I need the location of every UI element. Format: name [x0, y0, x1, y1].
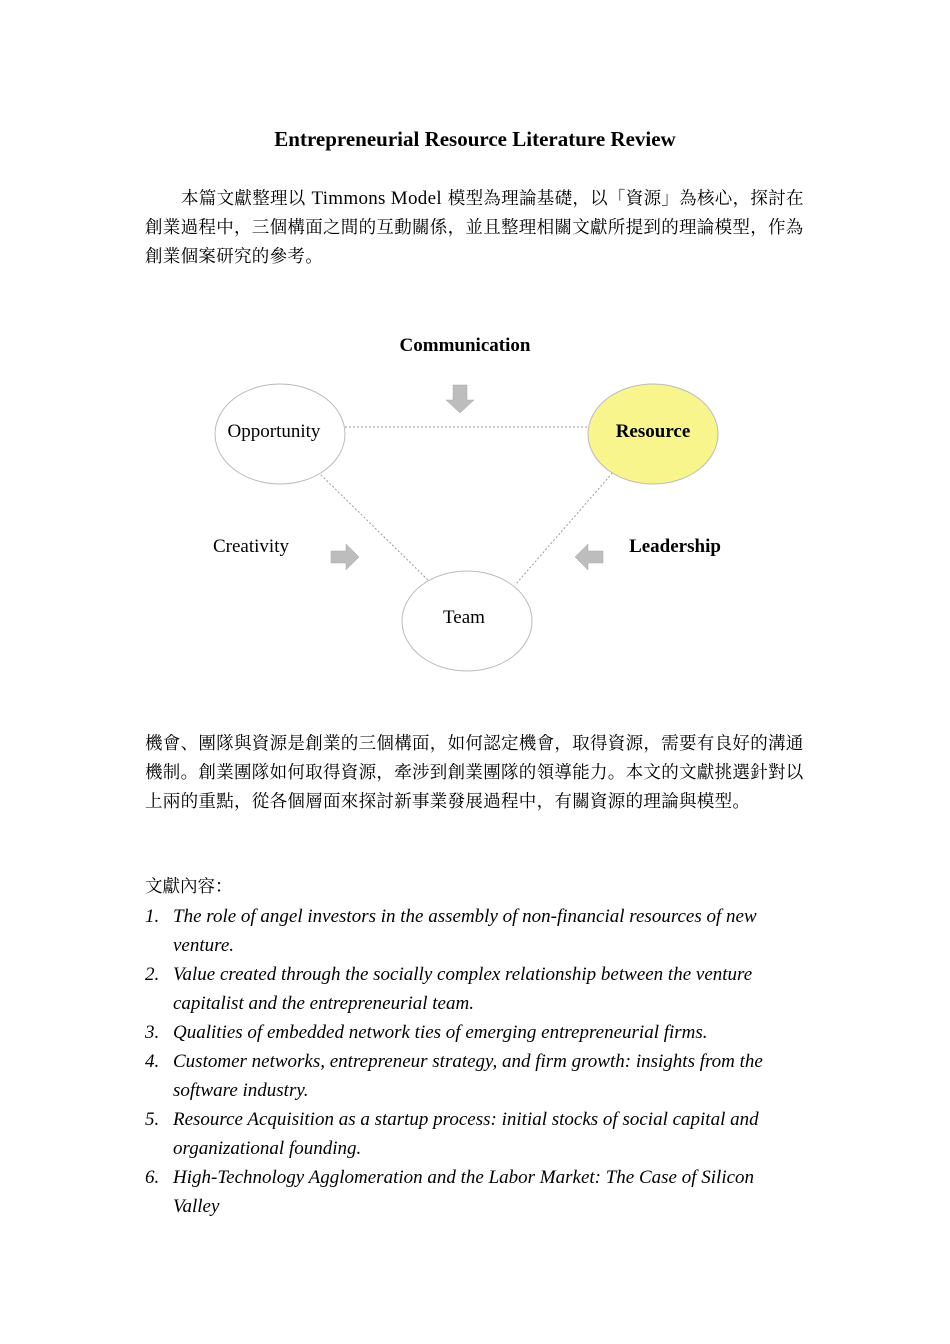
reference-list — [145, 902, 785, 1221]
document-title: Entrepreneurial Resource Literature Review — [274, 127, 676, 151]
reference-item — [145, 1105, 785, 1163]
resource-team-line — [515, 470, 615, 585]
opportunity-label: Opportunity — [227, 421, 321, 442]
creativity-right-arrow-icon — [331, 544, 359, 570]
reference-title: Resource Acquisition as a startup process: initial stocks of social capital and organizational founding. — [173, 1109, 759, 1159]
references-heading: 文獻內容： — [145, 877, 233, 897]
team-label: Team — [443, 607, 485, 628]
reference-title: Qualities of embedded network ties of emerging entrepreneurial firms. — [173, 1022, 708, 1043]
intro-paragraph — [145, 184, 807, 272]
leadership-label: Leadership — [629, 536, 721, 557]
reference-number: 1. — [145, 906, 160, 927]
reference-number: 4. — [145, 1051, 160, 1072]
reference-title: Customer networks, entrepreneur strategy, and firm growth: insights from the software industry. — [173, 1051, 763, 1101]
reference-item — [145, 960, 785, 1018]
reference-number: 3. — [145, 1022, 160, 1043]
leadership-left-arrow-icon — [575, 544, 603, 570]
reference-title: High-Technology Agglomeration and the Labor Market: The Case of Silicon Valley — [173, 1167, 755, 1217]
opportunity-team-line — [318, 472, 432, 584]
intro-text-before: 本篇文獻整理以 — [181, 189, 312, 209]
reference-item — [145, 1163, 785, 1221]
intro-text-after: 模型為理論基礎，以「資源」為核心，探討在創業過程中，三個構面之間的互動關係，並且整理相關文獻所提到的理論模型，作為創業個案研究的參考。 — [145, 189, 804, 267]
body-paragraph: 機會、團隊與資源是創業的三個構面，如何認定機會，取得資源，需要有良好的溝通機制。創業團隊如何取得資源，牽涉到創業團隊的領導能力。本文的文獻挑選針對以上兩的重點，從各個層面來探討新事業發展過程中，有關資源的理論與模型。 — [145, 734, 804, 812]
communication-label: Communication — [399, 335, 531, 356]
reference-number: 5. — [145, 1109, 160, 1130]
timmons-model-diagram — [0, 300, 950, 700]
reference-number: 2. — [145, 964, 160, 985]
reference-item — [145, 1018, 785, 1047]
reference-title: The role of angel investors in the assembly of non-financial resources of new venture. — [173, 906, 757, 956]
reference-number: 6. — [145, 1167, 160, 1188]
communication-down-arrow-icon — [446, 385, 474, 413]
reference-item — [145, 1047, 785, 1105]
intro-model-name: Timmons Model — [311, 188, 442, 209]
reference-item — [145, 902, 785, 960]
reference-title: Value created through the socially complex relationship between the venture capitalist and the entrepreneurial team. — [173, 964, 753, 1014]
resource-label: Resource — [615, 421, 691, 442]
creativity-label: Creativity — [213, 536, 289, 557]
